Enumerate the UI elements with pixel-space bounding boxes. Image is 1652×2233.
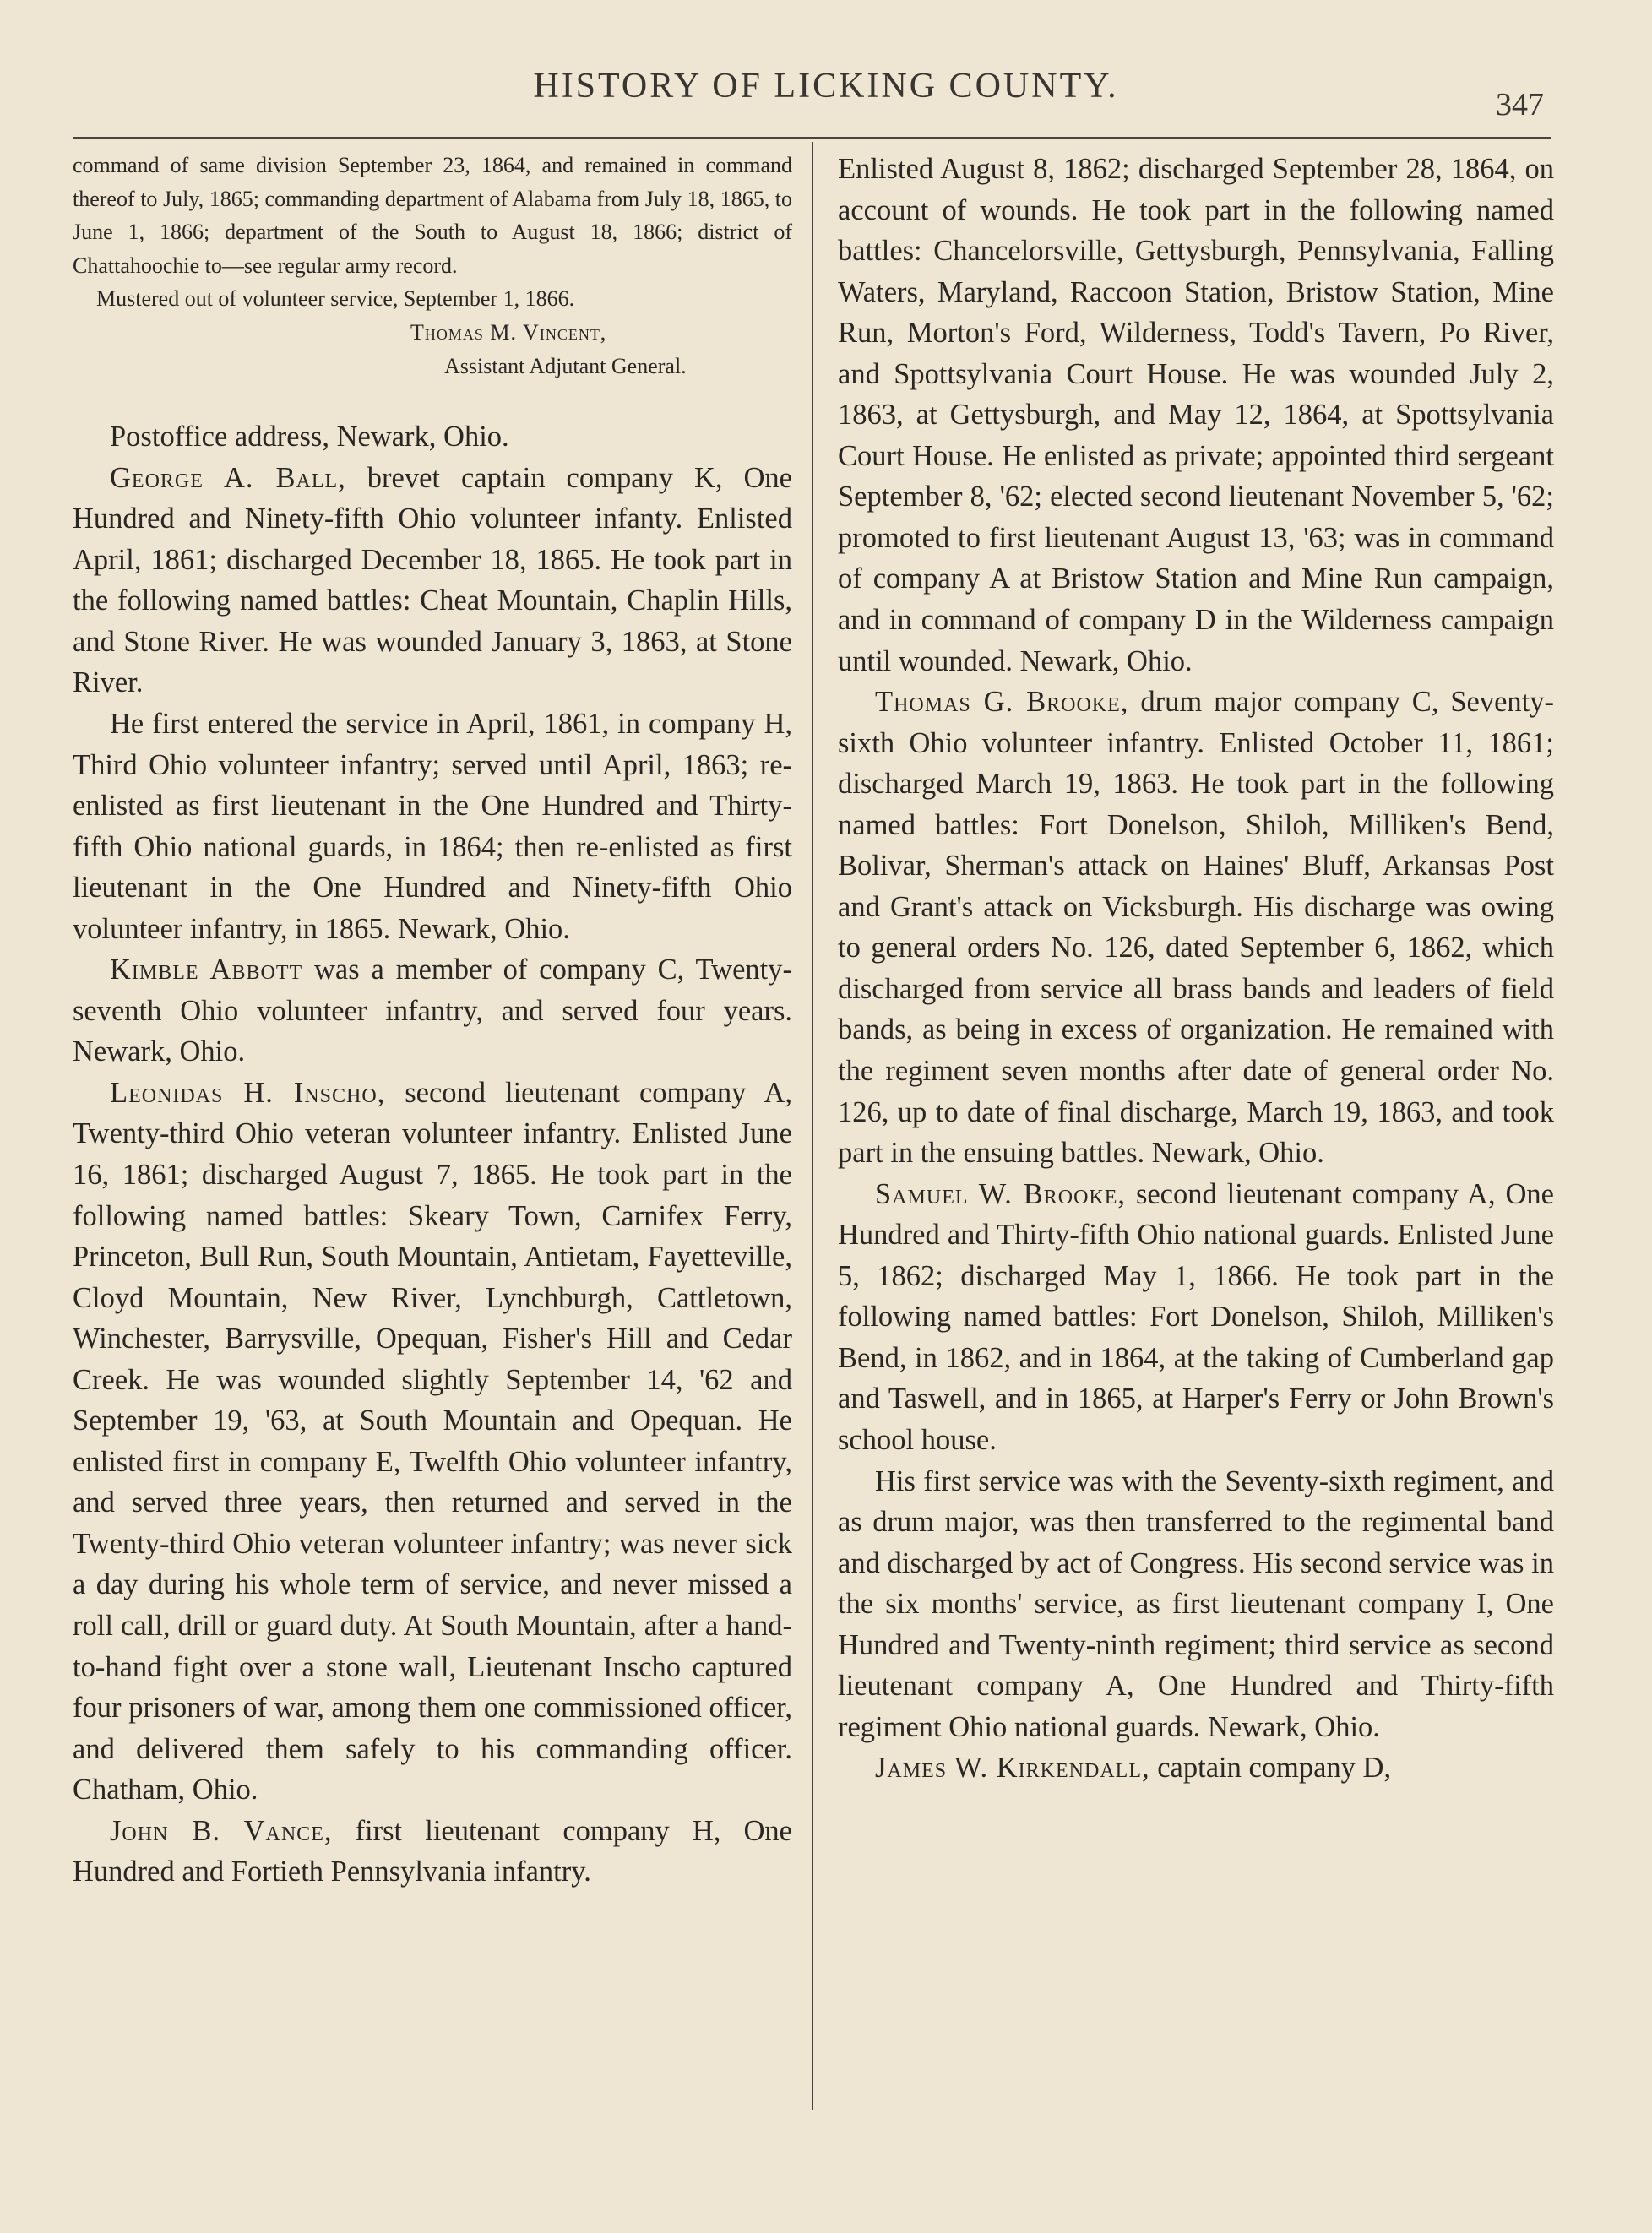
- entry-name: Thomas G. Brooke,: [875, 686, 1129, 719]
- page-number: 347: [1496, 87, 1544, 122]
- entry-name: James W. Kirkendall,: [875, 1752, 1150, 1785]
- muster-out-line: Mustered out of volunteer service, September 1, 1866.: [96, 286, 575, 312]
- entry-text: captain company D,: [1149, 1752, 1392, 1785]
- entry-john-vance-cont: Enlisted August 8, 1862; discharged September 28, 1864, on account of wounds. He took part in the following named battles: Chancelorsville, Gettysburgh, Pennsylvania, Falling Waters, Maryland, Raccoon Station, Bristow Station, Mine Run, Morton's Ford, Wilderness, Todd's Tavern, Po River, and Spottsylvania Court House. He was wounded July 2, 1863, at Gettysburgh, and May 12, 1864, at Spottsylvania Court House. He enlisted as private; appointed third sergeant September 8, '62; elected second lieutenant November 5, '62; promoted to first lieutenant August 13, '63; was in command of company A at Bristow Station and Mine Run campaign, and in command of company D in the Wilderness campaign until wounded. Newark, Ohio.: [838, 153, 1554, 677]
- header-rule: [73, 137, 1551, 139]
- left-column: [73, 149, 792, 1893]
- entry-name: John B. Vance,: [110, 1814, 333, 1847]
- entry-name: Kimble Abbott: [110, 954, 303, 986]
- entry-name: Samuel W. Brooke,: [875, 1177, 1127, 1210]
- entry-text: second lieutenant company A, Twenty-third Ohio veteran volunteer infantry. Enlisted June 16, 1861; discharged August 7, 1865. He took part in the following named battles: Skeary Town, Carnifex Ferry, Princeton, Bull Run, South Mountain, Antietam, Fayetteville, Cloyd Mountain, New River, Lynchburgh, Cattletown, Winchester, Barrysville, Opequan, Fisher's Hill and Cedar Creek. He was wounded slightly September 14, '62 and September 19, '63, at South Mountain and Opequan. He enlisted first in company E, Twelfth Ohio volunteer infantry, and served three years, then returned and served in the Twenty-third Ohio veteran volunteer infantry; was never sick a day during his whole term of service, and never missed a roll call, drill or guard duty. At South Mountain, after a hand-to-hand fight over a stone wall, Lieutenant Inscho captured four prisoners of war, among them one commissioned officer, and delivered them safely to his commanding officer. Chatham, Ohio.: [73, 1076, 792, 1807]
- entry-text: first lieutenant company H, One Hundred and Fortieth Pennsylvania infantry.: [73, 1814, 792, 1888]
- continued-record: command of same division September 23, 1864, and remained in command thereof to July, 1865; commanding department of Alabama from July 18, 1865, to June 1, 1866; department of the South to August 18, 1866; district of Chattahoochie to—see regular army record.: [73, 153, 792, 278]
- entry-george-ball: [73, 458, 792, 704]
- entry-name: Leonidas H. Inscho,: [110, 1076, 386, 1109]
- entry-john-vance: [73, 1811, 792, 1893]
- column-divider: [812, 142, 813, 2110]
- entry-text: brevet captain company K, One Hundred and Ninety-fifth Ohio volunteer infanty. Enlisted April, 1861; discharged December 18, 1865. He took part in the following named battles: Cheat Mountain, Chaplin Hills, and Stone River. He was wounded January 3, 1863, at Stone River.: [73, 461, 792, 699]
- right-column: [838, 149, 1554, 1789]
- signature-title: Assistant Adjutant General.: [444, 353, 687, 378]
- entry-samuel-brooke: [838, 1174, 1554, 1461]
- entry-james-kirkendall: [838, 1747, 1554, 1789]
- entry-thomas-brooke: [838, 682, 1554, 1174]
- entry-text: drum major company C, Seventy-sixth Ohio volunteer infantry. Enlisted October 11, 1861; discharged March 19, 1863. He took part in the following named battles: Fort Donelson, Shiloh, Milliken's Bend, Bolivar, Sherman's attack on Haines' Bluff, Arkansas Post and Grant's attack on Vicksburgh. His discharge was owing to general orders No. 126, dated September 6, 1862, which discharged from service all brass bands and leaders of field bands, as being in excess of organization. He remained with the regiment seven months after date of general order No. 126, up to date of final discharge, March 19, 1863, and took part in the ensuing battles. Newark, Ohio.: [838, 686, 1554, 1170]
- entry-text: was a member of company C, Twenty-seventh Ohio volunteer infantry, and served four years. Newark, Ohio.: [73, 954, 792, 1068]
- entry-george-ball-cont: He first entered the service in April, 1861, in company H, Third Ohio volunteer infantry; served until April, 1863; re-enlisted as first lieutenant in the One Hundred and Thirty-fifth Ohio national guards, in 1864; then re-enlisted as first lieutenant in the One Hundred and Ninety-fifth Ohio volunteer infantry, in 1865. Newark, Ohio.: [73, 707, 792, 945]
- postoffice-line: Postoffice address, Newark, Ohio.: [110, 421, 509, 454]
- entry-samuel-brooke-cont: His first service was with the Seventy-sixth regiment, and as drum major, was then transferred to the regimental band and discharged by act of Congress. His second service was in the six months' service, as first lieutenant company I, One Hundred and Twenty-ninth regiment; third service as second lieutenant company A, One Hundred and Thirty-fifth regiment Ohio national guards. Newark, Ohio.: [838, 1464, 1554, 1743]
- spacer: [73, 383, 792, 416]
- entry-name: George A. Ball,: [110, 461, 346, 494]
- signature-name: Thomas M. Vincent,: [410, 319, 607, 345]
- entry-text: second lieutenant company A, One Hundred and Thirty-fifth Ohio national guards. Enlisted June 5, 1862; discharged May 1, 1866. He took part in the following named battles: Fort Donelson, Shiloh, Milliken's Bend, in 1862, and in 1864, at the taking of Cumberland gap and Taswell, and in 1865, at Harper's Ferry or John Brown's school house.: [838, 1177, 1554, 1456]
- running-head: HISTORY OF LICKING COUNTY.: [533, 67, 1119, 106]
- entry-kimble-abbott: [73, 949, 792, 1073]
- entry-leonidas-inscho: [73, 1073, 792, 1811]
